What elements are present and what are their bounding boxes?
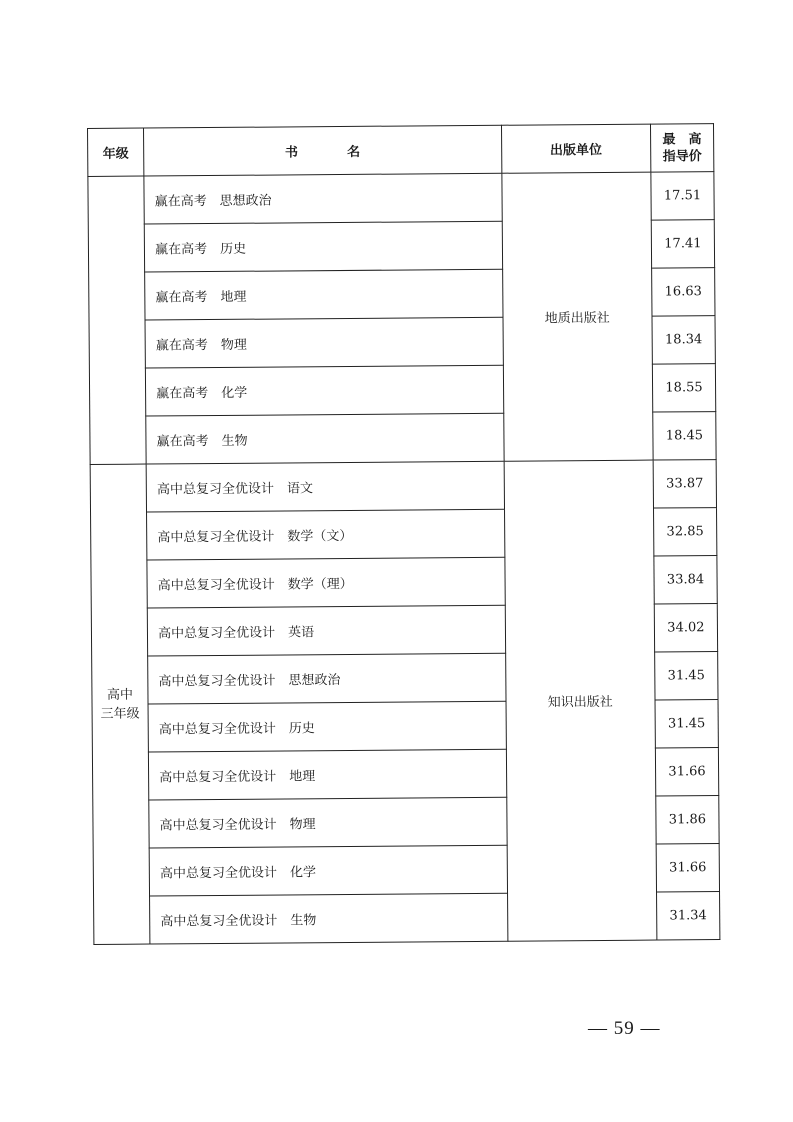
header-price-line2: 指导价 [662, 148, 702, 164]
price-cell: 17.41 [651, 220, 715, 268]
page-number: — 59 — [588, 1018, 661, 1039]
book-name-cell: 高中总复习全优设计 地理 [148, 749, 506, 800]
grade-cell [88, 176, 146, 464]
header-price [650, 124, 714, 172]
price-cell: 18.45 [653, 412, 717, 460]
table-header-row [88, 124, 714, 177]
table-row [90, 460, 716, 513]
header-book-part1: 书 [284, 145, 299, 161]
book-name-cell: 高中总复习全优设计 化学 [149, 845, 507, 896]
publisher-cell: 知识出版社 [504, 460, 657, 941]
book-name-cell: 高中总复习全优设计 生物 [150, 893, 508, 944]
price-cell: 16.63 [651, 268, 715, 316]
price-cell: 31.45 [655, 700, 719, 748]
book-name-cell: 赢在高考 地理 [145, 269, 503, 320]
book-name-cell: 高中总复习全优设计 数学（文） [147, 509, 505, 560]
price-cell: 33.84 [654, 556, 718, 604]
price-cell: 31.66 [656, 844, 720, 892]
book-name-cell: 赢在高考 物理 [145, 317, 503, 368]
price-cell: 18.55 [652, 364, 716, 412]
price-table [87, 123, 720, 945]
price-cell: 31.34 [656, 892, 720, 940]
book-name-cell: 高中总复习全优设计 物理 [149, 797, 507, 848]
book-name-cell: 高中总复习全优设计 数学（理） [147, 557, 505, 608]
header-book-name [144, 125, 502, 176]
book-name-cell: 赢在高考 化学 [145, 365, 503, 416]
publisher-cell: 地质出版社 [502, 172, 653, 461]
price-cell: 17.51 [651, 172, 715, 220]
price-cell: 32.85 [653, 508, 717, 556]
price-cell: 31.45 [655, 652, 719, 700]
price-cell: 31.86 [656, 796, 720, 844]
header-publisher: 出版单位 [501, 124, 651, 173]
book-name-cell: 高中总复习全优设计 历史 [148, 701, 506, 752]
table-body [88, 172, 720, 945]
grade-label-line1: 高中 [106, 687, 134, 703]
price-cell: 31.66 [655, 748, 719, 796]
header-book-part2: 名 [347, 144, 361, 160]
price-cell: 18.34 [652, 316, 716, 364]
price-cell: 34.02 [654, 604, 718, 652]
price-cell: 33.87 [653, 460, 717, 508]
book-name-cell: 高中总复习全优设计 思想政治 [148, 653, 506, 704]
table-row [88, 172, 714, 225]
book-name-cell: 高中总复习全优设计 语文 [146, 461, 504, 512]
header-price-line1: 最 高 [662, 131, 702, 147]
book-name-cell: 高中总复习全优设计 英语 [147, 605, 505, 656]
book-name-cell: 赢在高考 生物 [146, 413, 504, 464]
header-grade: 年级 [88, 128, 144, 176]
book-name-cell: 赢在高考 思想政治 [144, 173, 502, 224]
book-name-cell: 赢在高考 历史 [144, 221, 502, 272]
grade-label-line2: 三年级 [100, 706, 140, 722]
grade-cell [90, 464, 150, 944]
